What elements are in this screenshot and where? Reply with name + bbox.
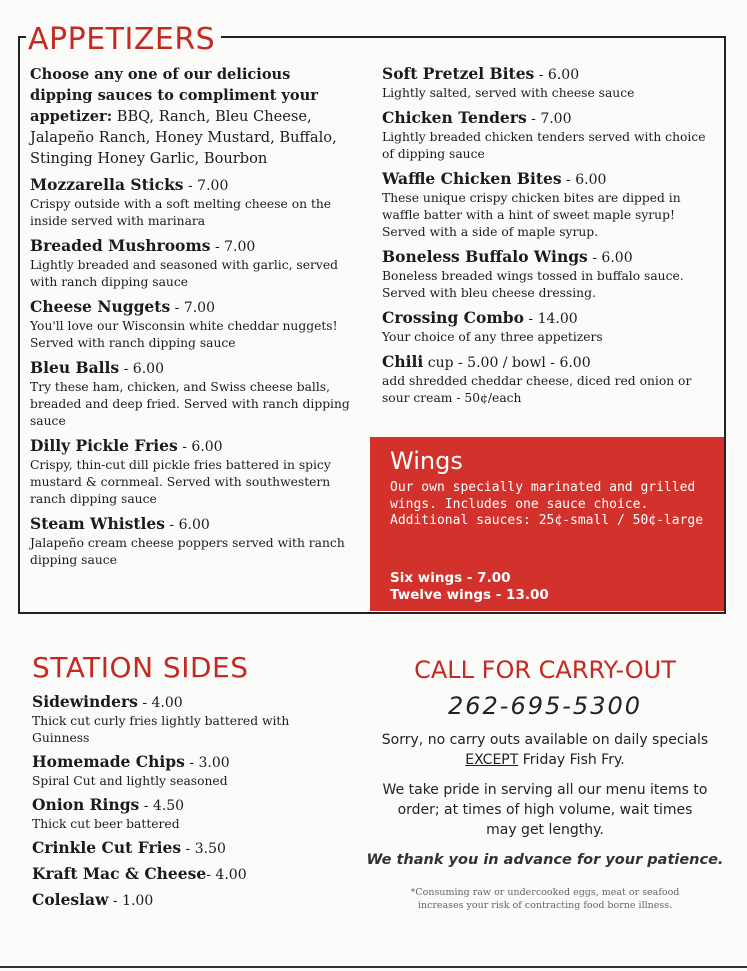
menu-item-title: Boneless Buffalo Wings: [382, 247, 588, 266]
menu-item: [382, 64, 712, 102]
station-sides-title: STATION SIDES: [32, 651, 249, 684]
menu-item-price: - 7.00: [210, 239, 256, 255]
menu-item: [30, 175, 350, 230]
menu-item-name: [30, 236, 350, 257]
carryout-section: [360, 656, 730, 912]
menu-item-price: - 14.00: [523, 311, 578, 327]
menu-item: [32, 864, 342, 885]
menu-item-price: - 7.00: [170, 300, 215, 316]
menu-item: [32, 752, 342, 790]
wings-desc-text: Our own specially marinated and grilled wings. Includes one sauce choice.: [390, 480, 696, 512]
menu-item: [30, 358, 350, 430]
menu-item-description: These unique crispy chicken bites are dipped in waffle batter with a hint of sweet maple syrup! Served with a side of maple syrup.: [382, 191, 681, 239]
menu-item-price: - 1.00: [108, 893, 154, 909]
food-safety-disclaimer: *Consuming raw or undercooked eggs, meat or seafood increases your risk of contracting food borne illness.: [410, 887, 680, 911]
menu-item-title: Chili: [382, 352, 424, 371]
menu-item-description: Thick cut beer battered: [32, 817, 180, 831]
menu-item-price: - 3.50: [181, 841, 226, 857]
menu-item-description: Spiral Cut and lightly seasoned: [32, 774, 228, 788]
wings-sauces: Additional sauces: 25¢-small / 50¢-large: [390, 513, 704, 528]
menu-item-title: Coleslaw: [32, 890, 109, 909]
carryout-phone[interactable]: 262-695-5300: [447, 692, 642, 720]
menu-item-name: [382, 308, 712, 329]
menu-item-name: [32, 795, 342, 816]
menu-item-price: - 6.00: [561, 172, 607, 188]
menu-item: [382, 352, 712, 407]
wings-title: Wings: [390, 447, 463, 475]
menu-item: [30, 514, 350, 569]
menu-item-description: add shredded cheddar cheese, diced red onion or sour cream - 50¢/each: [382, 374, 692, 405]
menu-item: [32, 692, 342, 747]
six-wings-price: Six wings - 7.00: [390, 570, 511, 586]
appetizer-left-list: [30, 175, 350, 569]
menu-item-title: Crossing Combo: [382, 308, 524, 327]
menu-item-description: Jalapeño cream cheese poppers served with ranch dipping sauce: [30, 536, 345, 567]
appetizers-left-column: [30, 64, 350, 575]
menu-item: [382, 108, 712, 163]
appetizers-right-column: [382, 64, 712, 413]
menu-item-title: Dilly Pickle Fries: [30, 436, 178, 455]
menu-item: [30, 297, 350, 352]
menu-item-price: - 7.00: [526, 111, 572, 127]
except-word: EXCEPT: [465, 752, 519, 768]
menu-item-name: [382, 108, 712, 129]
menu-item-title: Waffle Chicken Bites: [382, 169, 562, 188]
menu-item-name: [30, 297, 350, 318]
wings-panel: [370, 437, 724, 611]
carryout-note1: Sorry, no carry outs available on daily specials: [381, 732, 709, 748]
menu-item-description: Lightly breaded chicken tenders served with choice of dipping sauce: [382, 130, 706, 161]
menu-item-description: Crispy, thin-cut dill pickle fries battered in spicy mustard & cornmeal. Served with southwestern ranch dipping sauce: [30, 458, 331, 506]
menu-item-name: [32, 864, 342, 885]
menu-item-name: [30, 436, 350, 457]
menu-item-description: Crispy outside with a soft melting cheese on the inside served with marinara: [30, 197, 332, 228]
menu-item-description: Thick cut curly fries lightly battered with Guinness: [32, 714, 290, 745]
menu-item-name: [32, 752, 342, 773]
sauce-intro-bold: Choose any one of our delicious dipping sauces to compliment your appetizer:: [30, 66, 318, 125]
menu-item-title: Steam Whistles: [30, 514, 165, 533]
menu-item-title: Crinkle Cut Fries: [32, 838, 182, 857]
menu-item-price: - 7.00: [183, 178, 229, 194]
menu-item-name: [30, 358, 350, 379]
except-rest: Friday Fish Fry.: [518, 752, 625, 768]
menu-item-title: Chicken Tenders: [382, 108, 527, 127]
bottom-divider: [0, 966, 747, 968]
menu-item-price: - 4.50: [139, 798, 185, 814]
menu-item-name: [32, 838, 342, 859]
twelve-wings-price: Twelve wings - 13.00: [390, 587, 549, 603]
menu-item-price: - 4.00: [137, 695, 183, 711]
menu-item: [32, 838, 342, 859]
menu-item-name: [30, 514, 350, 535]
carryout-title: CALL FOR CARRY-OUT: [414, 656, 676, 684]
menu-item-price: - 3.00: [184, 755, 230, 771]
sauce-list: BBQ, Ranch, Bleu Cheese, Jalapeño Ranch, Honey Mustard, Buffalo, Stinging Honey Garlic, Bourbon: [30, 108, 337, 167]
carryout-note-specials: [360, 730, 730, 770]
menu-item-description: Your choice of any three appetizers: [382, 330, 603, 344]
carryout-note-order: We take pride in serving all our menu items to order; at times of high volume, wait times may get lengthy.: [382, 782, 708, 838]
menu-item-title: Cheese Nuggets: [30, 297, 171, 316]
menu-item-price: - 6.00: [587, 250, 633, 266]
menu-item-name: [382, 352, 712, 373]
menu-item: [32, 890, 342, 911]
menu-item-price: - 6.00: [164, 517, 210, 533]
menu-item-description: Try these ham, chicken, and Swiss cheese balls, breaded and deep fried. Served with ranch dipping sauce: [30, 380, 350, 428]
menu-item-title: Onion Rings: [32, 795, 140, 814]
menu-item: [382, 308, 712, 346]
menu-item-name: [30, 175, 350, 196]
menu-item-name: [32, 692, 342, 713]
menu-item-description: You'll love our Wisconsin white cheddar nuggets! Served with ranch dipping sauce: [30, 319, 338, 350]
appetizers-title: APPETIZERS: [26, 22, 221, 57]
sauce-intro: [30, 64, 350, 169]
menu-item: [382, 247, 712, 302]
menu-item-title: Bleu Balls: [30, 358, 120, 377]
menu-item-price: - 6.00: [119, 361, 164, 377]
menu-item-description: Lightly breaded and seasoned with garlic, served with ranch dipping sauce: [30, 258, 338, 289]
menu-item-name: [32, 890, 342, 911]
menu-item-description: Boneless breaded wings tossed in buffalo sauce. Served with bleu cheese dressing.: [382, 269, 684, 300]
menu-item: [382, 169, 712, 241]
appetizer-right-list: [382, 64, 712, 407]
menu-item-name: [382, 169, 712, 190]
menu-item: [30, 436, 350, 508]
menu-item-title: Kraft Mac & Cheese: [32, 864, 207, 883]
menu-item-name: [382, 64, 712, 85]
menu-item-price: - 6.00: [177, 439, 223, 455]
menu-item-price: - 6.00: [534, 67, 580, 83]
menu-item-title: Mozzarella Sticks: [30, 175, 184, 194]
wings-description: [390, 480, 710, 530]
menu-item: [32, 795, 342, 833]
menu-item-title: Soft Pretzel Bites: [382, 64, 535, 83]
menu-item-title: Breaded Mushrooms: [30, 236, 211, 255]
menu-item-name: [382, 247, 712, 268]
menu-item-price: - 4.00: [206, 867, 247, 883]
wings-prices: [390, 570, 549, 604]
station-sides-list: [32, 692, 342, 916]
menu-item-title: Sidewinders: [32, 692, 138, 711]
menu-item: [30, 236, 350, 291]
menu-item-title: Homemade Chips: [32, 752, 185, 771]
menu-item-price: cup - 5.00 / bowl - 6.00: [423, 355, 591, 371]
carryout-note1-line2: [360, 750, 730, 770]
menu-item-description: Lightly salted, served with cheese sauce: [382, 86, 635, 100]
thanks-message: We thank you in advance for your patience.: [366, 852, 724, 868]
